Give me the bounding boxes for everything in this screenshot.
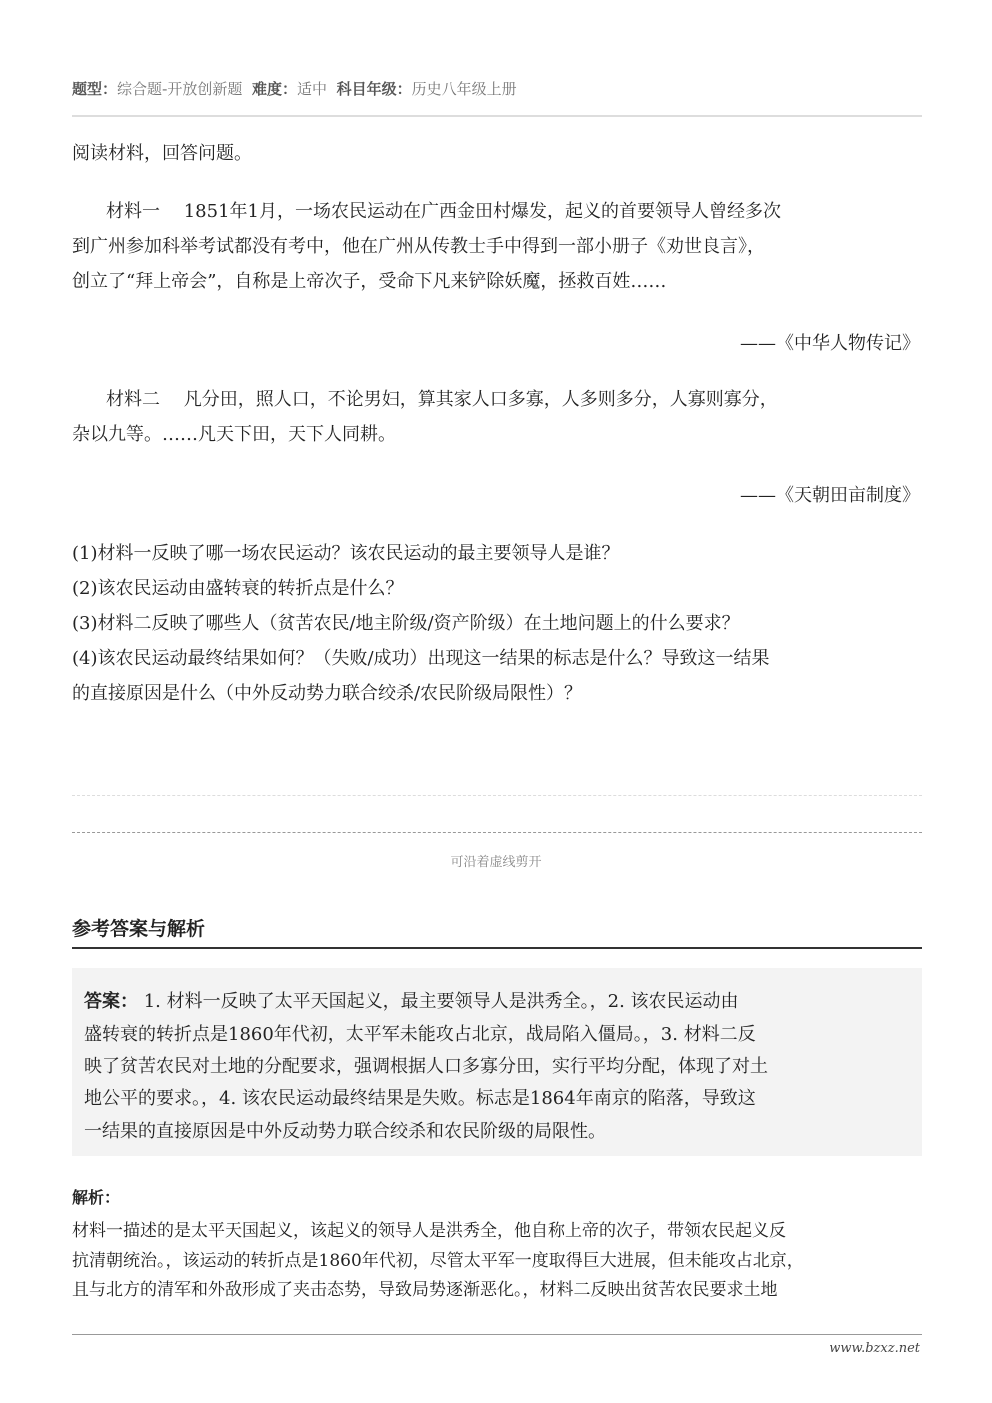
dashed-line: [72, 795, 922, 796]
question-1: (1)材料一反映了哪一场农民运动？该农民运动的最主要领导人是谁？: [72, 543, 620, 564]
answer-line: [84, 987, 739, 1013]
material1-line: 材料一 1851年1月，一场农民运动在广西金田村爆发，起义的首要领导人曾经多次: [106, 201, 781, 222]
answer-text: 1. 材料一反映了太平天国起义，最主要领导人是洪秀全。，2. 该农民运动由: [143, 991, 739, 1012]
material1-line: 到广州参加科举考试都没有考中，他在广州从传教士手中得到一部小册子《劝世良言》，: [72, 236, 765, 257]
material1-line: 创立了“拜上帝会”，自称是上帝次子，受命下凡来铲除妖魔，拯救百姓……: [72, 271, 667, 292]
answer-line: 映了贫苦农民对土地的分配要求，强调根据人口多寡分田，实行平均分配，体现了对土: [84, 1056, 768, 1077]
question-3: (3)材料二反映了哪些人（贫苦农民/地主阶级/资产阶级）在土地问题上的什么要求？: [72, 613, 740, 634]
intro-text: 阅读材料，回答问题。: [72, 143, 252, 164]
footer-divider: [72, 1334, 922, 1335]
analysis-line: 且与北方的清军和外敌形成了夹击态势，导致局势逐渐恶化。，材料二反映出贫苦农民要求土地: [72, 1280, 778, 1300]
difficulty: 适中: [297, 80, 328, 98]
cut-hint: 可沿着虚线剪开: [450, 855, 542, 870]
type-label: 题型：: [72, 80, 118, 98]
answer-label: 答案：: [84, 991, 138, 1012]
answer-line: 地公平的要求。，4. 该农民运动最终结果是失败。标志是1864年南京的陷落，导致这: [84, 1088, 756, 1109]
subject: 历史八年级上册: [411, 80, 517, 98]
analysis-line: 抗清朝统治。，该运动的转折点是1860年代初，尽管太平军一度取得巨大进展，但未能攻占北京，: [72, 1251, 804, 1271]
subject-label: 科目年级：: [336, 80, 412, 98]
footer-site: www.bzxz.net: [829, 1341, 920, 1356]
material2-line: 杂以九等。……凡天下田，天下人同耕。: [72, 424, 396, 445]
divider: [72, 115, 922, 117]
difficulty-label: 难度：: [251, 80, 297, 98]
analysis-label: 解析：: [72, 1188, 121, 1207]
question-meta: [72, 78, 517, 99]
answer-line: 盛转衰的转折点是1860年代初，太平军未能攻占北京，战局陷入僵局。，3. 材料二反: [84, 1024, 756, 1045]
question-2: (2)该农民运动由盛转衰的转折点是什么？: [72, 578, 404, 599]
question-type: 综合题-开放创新题: [117, 80, 243, 98]
answer-section-title: 参考答案与解析: [72, 918, 206, 940]
material2-source: ——《天朝田亩制度》: [740, 485, 920, 506]
divider: [72, 947, 922, 949]
answer-line: 一结果的直接原因是中外反动势力联合绞杀和农民阶级的局限性。: [84, 1121, 606, 1142]
cut-line: [72, 832, 922, 833]
analysis-line: 材料一描述的是太平天国起义，该起义的领导人是洪秀全，他自称上帝的次子，带领农民起义反: [72, 1221, 786, 1241]
question-4-cont: 的直接原因是什么（中外反动势力联合绞杀/农民阶级局限性）？: [72, 683, 583, 704]
question-4: (4)该农民运动最终结果如何？（失败/成功）出现这一结果的标志是什么？导致这一结果: [72, 648, 770, 669]
material2-line: 材料二 凡分田，照人口，不论男妇，算其家人口多寡，人多则多分，人寡则寡分，: [106, 389, 778, 410]
material1-source: ——《中华人物传记》: [740, 333, 920, 354]
